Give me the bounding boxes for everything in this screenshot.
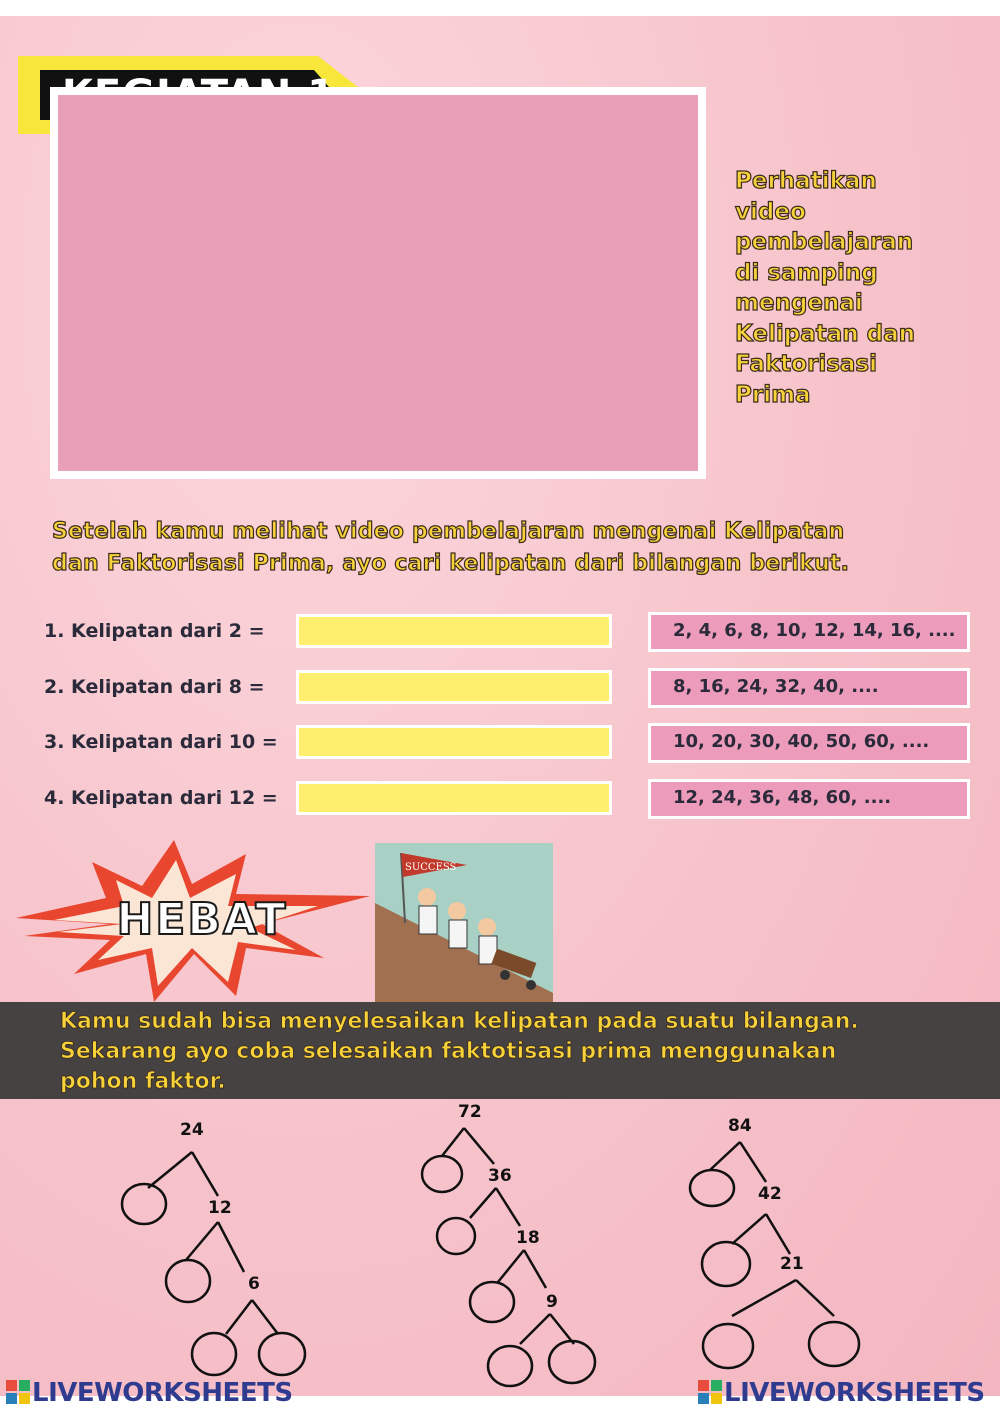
side-note-line: Faktorisasi (735, 351, 877, 377)
answer-circle[interactable] (437, 1218, 475, 1254)
answer-circle[interactable] (703, 1324, 753, 1368)
success-illustration (375, 843, 553, 1003)
answer-circle[interactable] (122, 1184, 166, 1224)
answer-circle[interactable] (166, 1260, 210, 1302)
message-line: Kamu sudah bisa menyelesaikan kelipatan pada suatu bilangan. (60, 1009, 859, 1034)
answer-circle[interactable] (702, 1242, 750, 1286)
answer-circle[interactable] (809, 1322, 859, 1366)
answer-input[interactable] (296, 614, 612, 648)
tree-node: 36 (488, 1166, 512, 1186)
answer-input[interactable] (296, 725, 612, 759)
question-label: 2. Kelipatan dari 8 = (44, 676, 265, 698)
answer-hint: 10, 20, 30, 40, 50, 60, .... (648, 723, 970, 763)
tree-node: 6 (248, 1274, 260, 1294)
answer-input[interactable] (296, 781, 612, 815)
liveworksheets-logo-icon (6, 1380, 30, 1404)
answer-input[interactable] (296, 670, 612, 704)
answer-circle[interactable] (259, 1333, 305, 1375)
logo-text: LIVEWORKSHEETS (32, 1378, 293, 1408)
answer-hint: 8, 16, 24, 32, 40, .... (648, 668, 970, 708)
question-row (0, 668, 1000, 712)
tree-node: 42 (758, 1184, 782, 1204)
tree-lines (668, 1100, 998, 1400)
tree-node: 18 (516, 1228, 540, 1248)
success-climb-image (375, 843, 553, 1003)
tree-node: 21 (780, 1254, 804, 1274)
message-line: pohon faktor. (60, 1069, 226, 1094)
hebat-text: HEBAT (116, 894, 288, 945)
answer-circle[interactable] (488, 1346, 532, 1386)
question-row (0, 723, 1000, 767)
message-line: Sekarang ayo coba selesaikan faktotisasi prima menggunakan (60, 1039, 837, 1064)
side-note-line: di samping (735, 259, 878, 286)
tree-node: 12 (208, 1198, 232, 1218)
answer-hint: 12, 24, 36, 48, 60, .... (648, 779, 970, 819)
tree-lines (100, 1100, 430, 1400)
flag-text: SUCCESS (405, 862, 457, 873)
instruction-line: dan Faktorisasi Prima, ayo cari kelipatan dari bilangan berikut. (52, 551, 850, 576)
tree-node-root: 72 (458, 1102, 482, 1122)
tree-node-root: 84 (728, 1116, 752, 1136)
answer-circle[interactable] (549, 1341, 595, 1383)
side-note (735, 166, 955, 410)
answer-circle[interactable] (192, 1333, 236, 1375)
tree-node-root: 24 (180, 1120, 204, 1140)
question-row (0, 779, 1000, 823)
side-note-line: Kelipatan dan (735, 320, 916, 347)
question-row (0, 612, 1000, 656)
factor-tree-84 (668, 1100, 998, 1400)
answer-circle[interactable] (470, 1282, 514, 1322)
side-note-line: Perhatikan (735, 168, 877, 194)
factor-tree-24 (100, 1100, 430, 1400)
side-note-line: video (735, 198, 806, 225)
instruction-text (52, 516, 952, 580)
instruction-line: Setelah kamu melihat video pembelajaran mengenai Kelipatan (52, 519, 845, 544)
liveworksheets-logo-left[interactable] (6, 1378, 293, 1408)
video-player[interactable] (58, 95, 698, 471)
side-note-line: pembelajaran (735, 229, 914, 255)
side-note-line: mengenai (735, 290, 863, 316)
hebat-burst (14, 836, 374, 1006)
answer-circle[interactable] (422, 1156, 462, 1192)
liveworksheets-logo-right[interactable] (698, 1378, 985, 1408)
video-frame[interactable] (50, 87, 706, 479)
question-label: 3. Kelipatan dari 10 = (44, 731, 278, 753)
side-note-line: Prima (735, 381, 811, 408)
answer-hint: 2, 4, 6, 8, 10, 12, 14, 16, .... (648, 612, 970, 652)
tree-node: 9 (546, 1292, 558, 1312)
answer-circle[interactable] (690, 1170, 734, 1206)
logo-text: LIVEWORKSHEETS (724, 1378, 985, 1408)
message-text (60, 1007, 980, 1097)
liveworksheets-logo-icon (698, 1380, 722, 1404)
question-label: 1. Kelipatan dari 2 = (44, 620, 265, 642)
question-label: 4. Kelipatan dari 12 = (44, 787, 278, 809)
